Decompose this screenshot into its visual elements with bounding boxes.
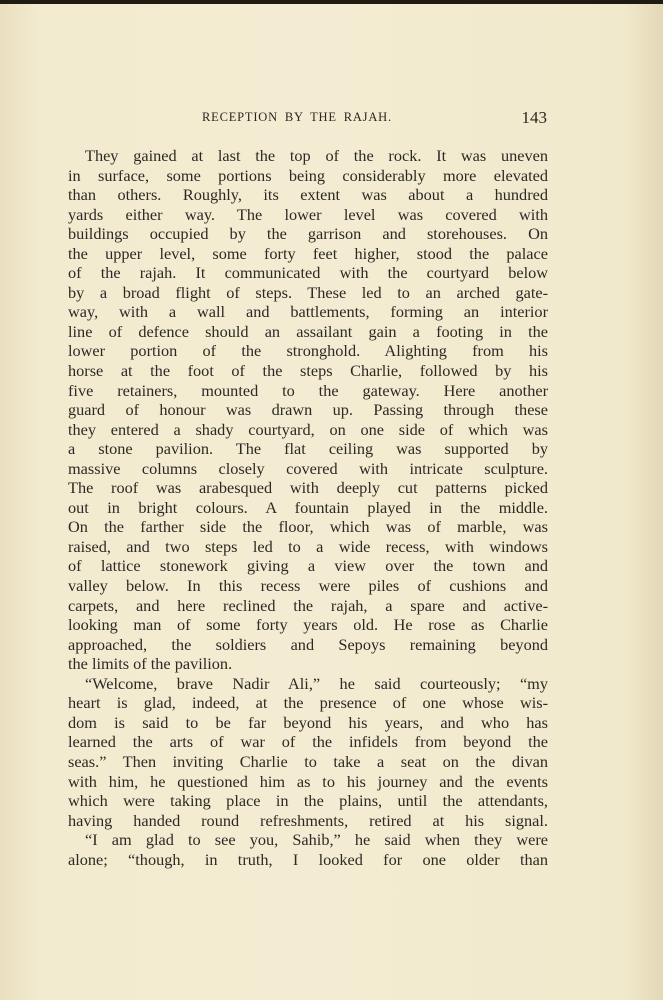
text-line: seas.” Then inviting Charlie to take a seat on the divan	[68, 751, 548, 771]
text-line: they entered a shady courtyard, on one side of which was	[68, 419, 548, 439]
text-line: the limits of the pavilion.	[68, 654, 233, 674]
running-head: RECEPTION BY THE RAJAH.	[202, 110, 392, 124]
text-line: On the farther side the floor, which was of marble, was	[68, 517, 548, 537]
text-line: of lattice stonework giving a view over the town and	[68, 556, 548, 576]
text-line: approached, the soldiers and Sepoys remaining beyond	[68, 634, 548, 654]
text-line: out in bright colours. A fountain played in the middle.	[68, 497, 548, 517]
text-line: looking man of some forty years old. He rose as Charlie	[68, 615, 548, 635]
text-line: raised, and two steps led to a wide recess, with windows	[68, 536, 548, 556]
text-line: They gained at last the top of the rock. It was uneven	[85, 146, 548, 165]
text-line: in surface, some portions being considerably more elevated	[68, 165, 548, 185]
text-line: heart is glad, indeed, at the presence of one whose wis-	[68, 693, 548, 713]
text-line: with him, he questioned him as to his journey and the events	[68, 771, 548, 791]
text-line: yards either way. The lower level was covered with	[68, 204, 548, 224]
text-line: line of defence should an assailant gain a footing in the	[68, 321, 548, 341]
text-line: The roof was arabesqued with deeply cut patterns picked	[68, 478, 548, 498]
text-line: alone; “though, in truth, I looked for one older than	[68, 849, 548, 869]
page-number: 143	[521, 108, 547, 127]
page-top-edge	[0, 0, 663, 4]
text-line: lower portion of the stronghold. Alighting from his	[68, 341, 548, 361]
text-line: which were taking place in the plains, until the attendants,	[68, 791, 548, 811]
text-line: the upper level, some forty feet higher, stood the palace	[68, 243, 548, 263]
text-line: learned the arts of war of the infidels from beyond the	[68, 732, 548, 752]
page-header	[0, 108, 663, 132]
text-line: by a broad flight of steps. These led to an arched gate-	[68, 282, 548, 302]
text-line: carpets, and here reclined the rajah, a spare and active-	[68, 595, 548, 615]
text-line: way, with a wall and battlements, forming an interior	[68, 302, 548, 322]
text-line: massive columns closely covered with intricate sculpture.	[68, 458, 548, 478]
text-line: valley below. In this recess were piles of cushions and	[68, 576, 548, 596]
text-line: “Welcome, brave Nadir Ali,” he said courteously; “my	[85, 673, 548, 693]
text-line: dom is said to be far beyond his years, and who has	[68, 712, 548, 732]
text-line: five retainers, mounted to the gateway. Here another	[68, 380, 548, 400]
text-line: “I am glad to see you, Sahib,” he said when they were	[85, 830, 548, 850]
text-line: a stone pavilion. The flat ceiling was supported by	[68, 439, 548, 459]
text-line: having handed round refreshments, retired at his signal.	[68, 810, 548, 830]
text-line: of the rajah. It communicated with the courtyard below	[68, 263, 548, 283]
text-line: than others. Roughly, its extent was about a hundred	[68, 185, 548, 205]
text-line: horse at the foot of the steps Charlie, followed by his	[68, 361, 548, 381]
body-text	[68, 146, 548, 869]
text-line: guard of honour was drawn up. Passing through these	[68, 400, 548, 420]
text-line: buildings occupied by the garrison and storehouses. On	[68, 224, 548, 244]
